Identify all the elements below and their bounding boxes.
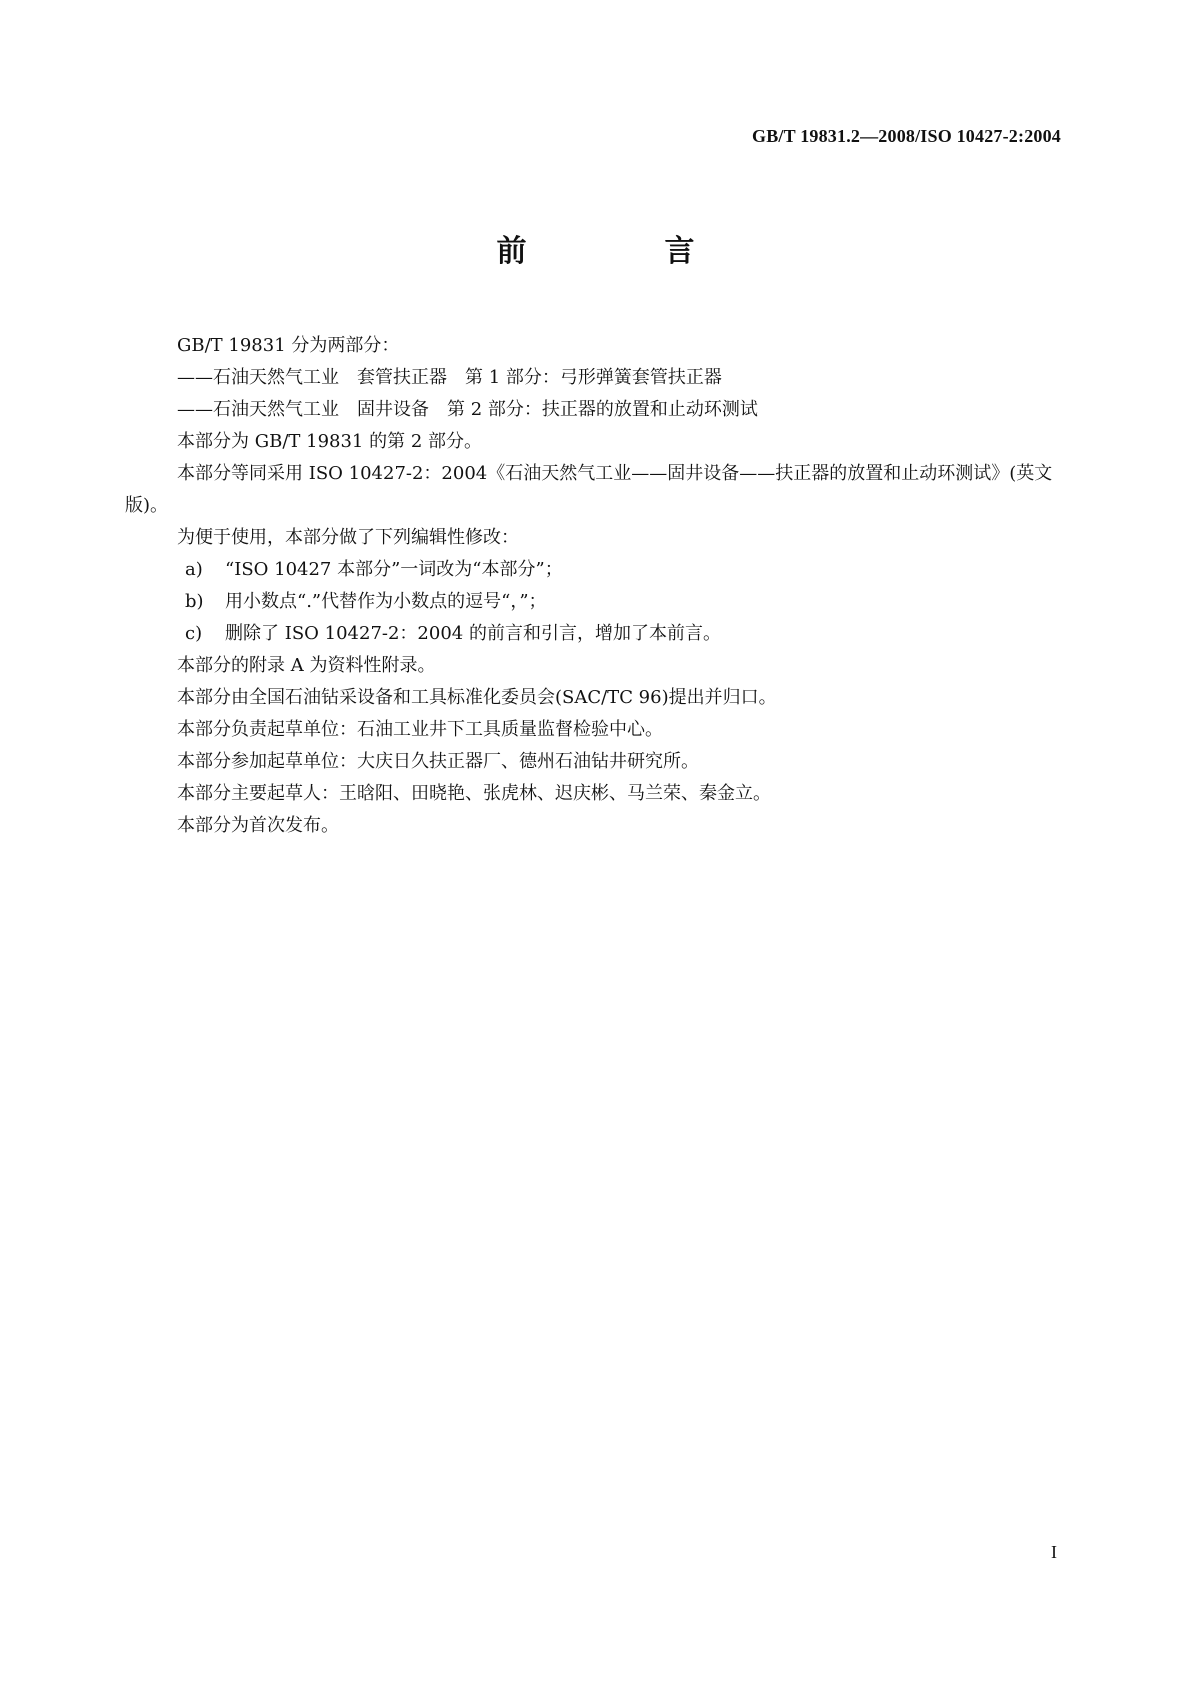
edit-item [125, 618, 1065, 650]
paragraph-edits-intro: 为便于使用，本部分做了下列编辑性修改： [177, 527, 519, 548]
paragraph-proposer: 本部分由全国石油钻采设备和工具标准化委员会(SAC/TC 96)提出并归口。 [177, 687, 777, 708]
edit-item-mark: c) [185, 623, 203, 644]
paragraph-participating-drafters: 本部分参加起草单位：大庆日久扶正器厂、德州石油钻井研究所。 [177, 751, 699, 772]
edit-item-mark: b) [185, 591, 204, 612]
standard-code: GB/T 19831.2—2008/ISO 10427-2:2004 [752, 126, 1061, 146]
edit-item-mark: a) [185, 559, 203, 580]
paragraph-parts-intro: GB/T 19831 分为两部分： [177, 335, 400, 356]
paragraph-first-release: 本部分为首次发布。 [177, 815, 339, 836]
paragraph-part-1: ——石油天然气工业 套管扶正器 第 1 部分：弓形弹簧套管扶正器 [177, 367, 722, 388]
foreword-body [125, 330, 1065, 842]
paragraph-part-2: ——石油天然气工业 固井设备 第 2 部分：扶正器的放置和止动环测试 [177, 399, 758, 420]
paragraph-adoption: 本部分等同采用 ISO 10427-2：2004《石油天然气工业——固井设备——扶正器的放置和止动环测试》(英文版)。 [125, 463, 1053, 516]
edit-item [125, 554, 1065, 586]
edit-item-text: “ISO 10427 本部分”一词改为“本部分”； [225, 559, 563, 580]
edit-item-text: 用小数点“.”代替作为小数点的逗号“，”； [225, 591, 547, 612]
page-number: I [1051, 1542, 1057, 1562]
paragraph-this-part: 本部分为 GB/T 19831 的第 2 部分。 [177, 431, 482, 452]
paragraph-lead-drafter: 本部分负责起草单位：石油工业井下工具质量监督检验中心。 [177, 719, 663, 740]
paragraph-annex: 本部分的附录 A 为资料性附录。 [177, 655, 436, 676]
edit-item-text: 删除了 ISO 10427-2：2004 的前言和引言，增加了本前言。 [225, 623, 721, 644]
paragraph-main-drafters: 本部分主要起草人：王晗阳、田晓艳、张虎林、迟庆彬、马兰荣、秦金立。 [177, 783, 771, 804]
edit-item [125, 586, 1065, 618]
page-title: 前 言 [496, 234, 749, 269]
